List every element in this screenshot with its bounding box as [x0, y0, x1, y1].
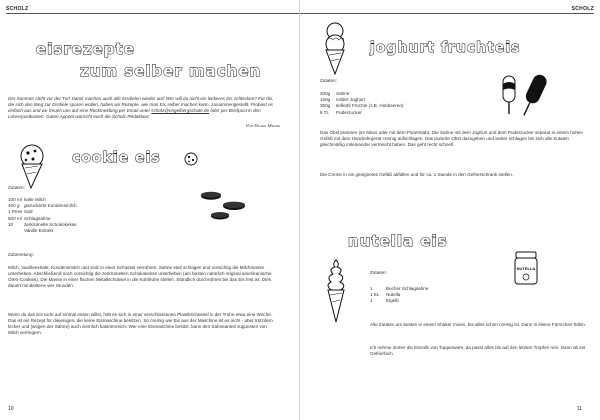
cookie-icon: [183, 152, 199, 166]
jar-label: NUTELLA: [516, 266, 536, 271]
joghurt-steps-2: Die Creme in ein geeignetes Gefäß abfüllen und für ca. 1 Stunde in den Gefrierschrank stellen.: [320, 172, 514, 177]
nutella-jar-icon: [512, 250, 540, 286]
ingredient-row: [8, 228, 158, 234]
intro-text: [8, 96, 276, 120]
ingredient-quantity: 150g: [320, 97, 331, 103]
joghurt-steps-1: Das Obst pürieren (im Mixer oder mit dem Pürierstab). Die Sahne mit dem Joghurt und dem Puderzucker separat in einem hohen Gefäß mit dem Handrührgerät cremig aufschlagen. Das pürierte Obst dazugeben und weiter schlagen bis sich alle Zutaten gleichmäßig miteinander vermischt haben. Das geht recht schnell.: [320, 130, 583, 148]
ingredient-quantity: 8 TL: [320, 109, 330, 115]
email-link[interactable]: scholz@engelbergschule.de: [151, 108, 210, 114]
cookie-zutaten-label: Zutaten:: [8, 185, 25, 190]
ingredient-quantity: 400 g: [8, 203, 20, 209]
ingredient-quantity: 10: [8, 221, 14, 227]
popsicles-icon: [495, 70, 555, 126]
ingredient-name: Puderzucker: [336, 109, 362, 115]
main-title-line2: zum selber machen: [80, 62, 262, 80]
ingredient-row: [370, 298, 520, 304]
page-number-left: 10: [8, 406, 14, 412]
double-scoop-cone-icon: [320, 20, 350, 76]
nutella-zutaten-label: Zutaten:: [370, 270, 387, 275]
nutella-ingredient-list: [370, 286, 520, 305]
cookie-ingredient-list: [8, 197, 158, 234]
soft-serve-cone-icon: [322, 258, 350, 324]
header-rule: [300, 13, 594, 14]
intro-body: Der Sommer steht vor der Tür! Damit machen auch alle Eisdielen wieder auf! Wer will da nicht ein leckeres Eis schlecken? Für dis, die sich den Weg zur Eisdiele sparen wollen, haben wir Rezepte, wie man Eis selber machen kann, zusammengestellt. Probiert es einfach aus und wir freuen uns auf eine Rückmeldung per Email unter: [8, 96, 274, 114]
ingredient-quantity: 100 ml: [8, 197, 22, 202]
ingredient-quantity: 1: [370, 286, 373, 291]
ingredient-name: kalte Milch: [24, 197, 46, 202]
page-number-right: 11: [576, 406, 582, 412]
nutella-steps-2: Ich nehme immer die Eisrolls von Tupperware, da passt alles bis auf den letzten Tropfen rein. Dann ab ins Gefrierfach.: [370, 345, 586, 357]
ice-cream-cone-icon: [14, 142, 50, 190]
joghurt-ingredient-list: [320, 91, 480, 116]
magazine-tag: SCHOLZ: [6, 6, 29, 12]
oreo-cookies-icon: [198, 188, 248, 222]
right-page: [300, 0, 600, 420]
ingredient-name: Nutella: [386, 292, 401, 298]
ingredient-quantity: 500 ml: [8, 215, 22, 221]
ingredient-quantity: 1 Prise: [8, 209, 23, 215]
ingredient-name: Eigelb: [386, 298, 399, 304]
header-rule: [6, 13, 299, 14]
ingredient-row: [320, 110, 480, 116]
ingredient-quantity: [8, 228, 24, 234]
magazine-tag: SCHOLZ: [571, 6, 594, 12]
ingredient-quantity: 200g: [320, 91, 331, 96]
ingredient-name: Schlagsahne: [24, 215, 51, 221]
cookie-zubereitung-label: Zubereitung:: [8, 252, 34, 257]
ingredient-name: tiefkühl Früchte (z.B. Himbeeren): [336, 103, 404, 109]
joghurt-fruchteis-title: joghurt fruchteis: [370, 40, 521, 56]
nutella-steps-1: Alle Zutaten am besten in einem Shaker mixen, bis alles schön cremig ist. Dann in kleine Förmchen füllen.: [370, 322, 587, 327]
ingredient-name: Becher Schlagsahne: [386, 286, 429, 291]
author-line: Von Dilara Melike: [245, 123, 280, 128]
cookie-eis-title: cookie eis: [72, 150, 161, 166]
nutella-eis-title: nutella eis: [348, 232, 448, 250]
main-title-line1: eisrezepte: [36, 40, 135, 58]
ingredient-quantity: 1: [370, 298, 373, 304]
ingredient-name: zerkrümelte Schokokekse: [24, 221, 77, 227]
ingredient-name: Salz: [24, 209, 33, 215]
ingredient-quantity: 1 EL: [370, 292, 380, 298]
cookie-steps-1: Milch, Vanilleextrakt, Kondensmilch und Salz in einer Schüssel verrühren. Sahne steif schlagen und vorsichtig die Milchmasse unterheben. Abschließend noch vorsichtig die zerkrümelten Schokokekse unterheben (am besten natürlich original amerikanische Oreo-Cookies). Die Masse in einer flachen Metallschüssel in die Kühltruhe stellen. Stündlich durchrühren bis das Eis fest ist. Dies dauert mindestens vier Stunden.: [8, 265, 272, 289]
cookie-steps-2: Wenn du das Eis nicht auf einmal essen willst, hält es sich in einer verschlossenen Plastikschüssel in der Truhe etwa eine Woche. Das ist ein Rezept für diejenigen, die keine Eismaschine besitzen. So cremig wie Eis aus der Maschine ist es nicht - aber trotzdem lecker und (wegen der Sahne) auch ziemlich kalorienreich. Wer eine Eismaschine besitzt, kann den Sahneanteil zugunsten von Milch verringern.: [8, 312, 273, 336]
ingredient-quantity: 350g: [320, 103, 331, 109]
ingredient-name: gezuckerte Kondensmilch: [24, 203, 77, 209]
ingredient-name: Sahne: [336, 91, 350, 96]
joghurt-zutaten-label: Zutaten:: [320, 78, 337, 83]
ingredient-name: milder Joghurt: [336, 97, 366, 103]
intro-end: oder per Briefpost in den Lehrerpostkasten. Guten Appetit wünscht euch die Scholz-Redaktion!: [8, 108, 261, 120]
ingredient-name: Vanille Extrakt: [24, 228, 54, 234]
